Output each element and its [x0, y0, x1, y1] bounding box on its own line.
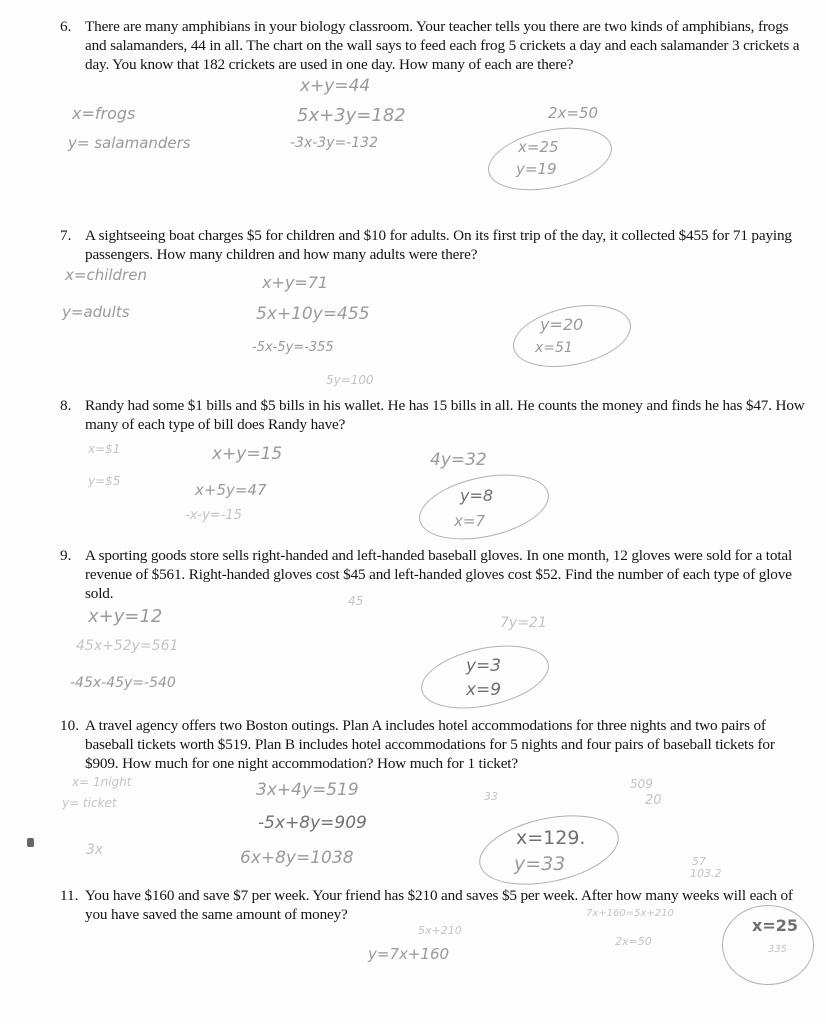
handwritten-definition: x= 1night — [72, 775, 132, 789]
problem-number: 11. — [60, 887, 79, 904]
problem-11 — [60, 886, 810, 924]
handwritten-equation: x+y=15 — [212, 444, 283, 464]
answer-circle — [415, 635, 554, 719]
answer-circle — [507, 295, 636, 377]
handwritten-answer: y=20 — [540, 315, 584, 334]
handwritten-definition: x=frogs — [72, 104, 136, 123]
handwritten-definition: x=$1 — [88, 442, 121, 456]
handwritten-answer: x=7 — [454, 512, 485, 530]
answer-circle — [473, 804, 625, 896]
handwritten-answer: x=129. — [516, 827, 586, 849]
handwritten-equation: x+y=12 — [88, 606, 163, 627]
problem-10 — [60, 716, 810, 773]
scanner-speck — [27, 838, 34, 847]
handwritten-step: 4y=32 — [430, 450, 487, 470]
handwritten-definition: y=$5 — [88, 474, 121, 488]
handwritten-equation: y=7x+160 — [368, 945, 450, 963]
handwritten-step: 5y=100 — [326, 373, 374, 387]
answer-circle — [482, 118, 617, 201]
problem-text: A sporting goods store sells right-handed and left-handed baseball gloves. In one month, 12 gloves were sold for a total revenue of $561. Right-handed gloves cost $45 and left-handed gloves cost $52. Find the number of each type of glove sold. — [85, 547, 793, 602]
handwritten-answer: 335 — [768, 944, 788, 955]
problem-number: 6. — [60, 18, 72, 35]
handwritten-scratch: 57 — [692, 855, 706, 868]
problem-text: A travel agency offers two Boston outings. Plan A includes hotel accommodations for three nights and two pairs of baseball tickets worth $519. Plan B includes hotel accommodations for 5 nights and four pairs of baseball tickets for $909. How much for one night accommodation? How much for 1 ticket? — [85, 717, 775, 772]
handwritten-equation: x+5y=47 — [195, 481, 267, 499]
handwritten-answer: x=51 — [535, 340, 573, 356]
handwritten-equation: 7x+160=5x+210 — [586, 908, 674, 919]
problem-text: You have $160 and save $7 per week. Your friend has $210 and saves $5 per week. After how many weeks will each of you have saved the same amount of money? — [85, 887, 793, 923]
handwritten-answer: y=19 — [516, 160, 557, 178]
handwritten-scratch: 3x — [86, 842, 104, 858]
handwritten-scratch: 45 — [348, 594, 364, 608]
problem-number: 10. — [60, 717, 79, 734]
handwritten-equation: -5x+8y=909 — [258, 813, 367, 833]
handwritten-definition: y=adults — [62, 303, 130, 321]
problem-number: 7. — [60, 227, 72, 244]
problem-8 — [60, 396, 810, 434]
handwritten-scratch: 103.2 — [690, 867, 722, 880]
problem-6 — [60, 17, 810, 74]
handwritten-equation: 45x+52y=561 — [76, 638, 179, 654]
problem-text: Randy had some $1 bills and $5 bills in his wallet. He has 15 bills in all. He counts the money and finds he has $47. How many of each type of bill does Randy have? — [85, 397, 805, 433]
handwritten-scratch: 509 — [630, 777, 653, 791]
handwritten-equation: x+y=44 — [300, 76, 371, 96]
handwritten-answer: y=3 — [466, 656, 502, 676]
handwritten-equation: 6x+8y=1038 — [240, 848, 354, 868]
handwritten-answer: x=9 — [466, 680, 502, 700]
handwritten-answer — [514, 853, 565, 875]
handwritten-answer: x=25 — [752, 916, 798, 935]
problem-number: 8. — [60, 397, 72, 414]
handwritten-equation: x+y=71 — [262, 273, 329, 292]
handwritten-step: 7y=21 — [500, 615, 547, 631]
handwritten-definition: x=children — [65, 266, 147, 284]
handwritten-equation: 5x+10y=455 — [256, 304, 370, 324]
problem-text: There are many amphibians in your biology classroom. Your teacher tells you there are two kinds of amphibians, frogs and salamanders, 44 in all. The chart on the wall says to feed each frog 5 crickets a day and each salamander 3 crickets a day. You know that 182 crickets are used in one day. How many of each are there? — [85, 18, 800, 73]
handwritten-definition: y= ticket — [62, 796, 117, 810]
handwritten-step: 2x=50 — [615, 935, 652, 948]
handwritten-scratch: 33 — [484, 790, 498, 803]
handwritten-equation: 5x+210 — [418, 924, 462, 937]
handwritten-scratch: 20 — [645, 793, 662, 808]
problem-7 — [60, 226, 810, 264]
handwritten-equation: 5x+3y=182 — [297, 105, 406, 126]
handwritten-equation: -5x-5y=-355 — [252, 340, 334, 355]
handwritten-definition: y= salamanders — [68, 134, 191, 152]
problem-9 — [60, 546, 810, 603]
problem-number: 9. — [60, 547, 72, 564]
handwritten-answer: x=25 — [518, 138, 559, 156]
red-correction: 3 — [553, 853, 566, 875]
handwritten-answer: y=8 — [460, 486, 494, 505]
handwritten-equation: 3x+4y=519 — [256, 780, 359, 800]
answer-circle — [413, 464, 555, 550]
handwritten-equation: -x-y=-15 — [185, 508, 242, 523]
handwritten-step: 2x=50 — [548, 104, 599, 122]
handwritten-equation: -3x-3y=-132 — [290, 135, 378, 151]
problem-text: A sightseeing boat charges $5 for children and $10 for adults. On its first trip of the day, it collected $455 for 71 paying passengers. How many children and how many adults were there? — [85, 227, 792, 263]
answer-prefix: y=3 — [514, 853, 554, 875]
handwritten-equation: -45x-45y=-540 — [70, 675, 176, 691]
